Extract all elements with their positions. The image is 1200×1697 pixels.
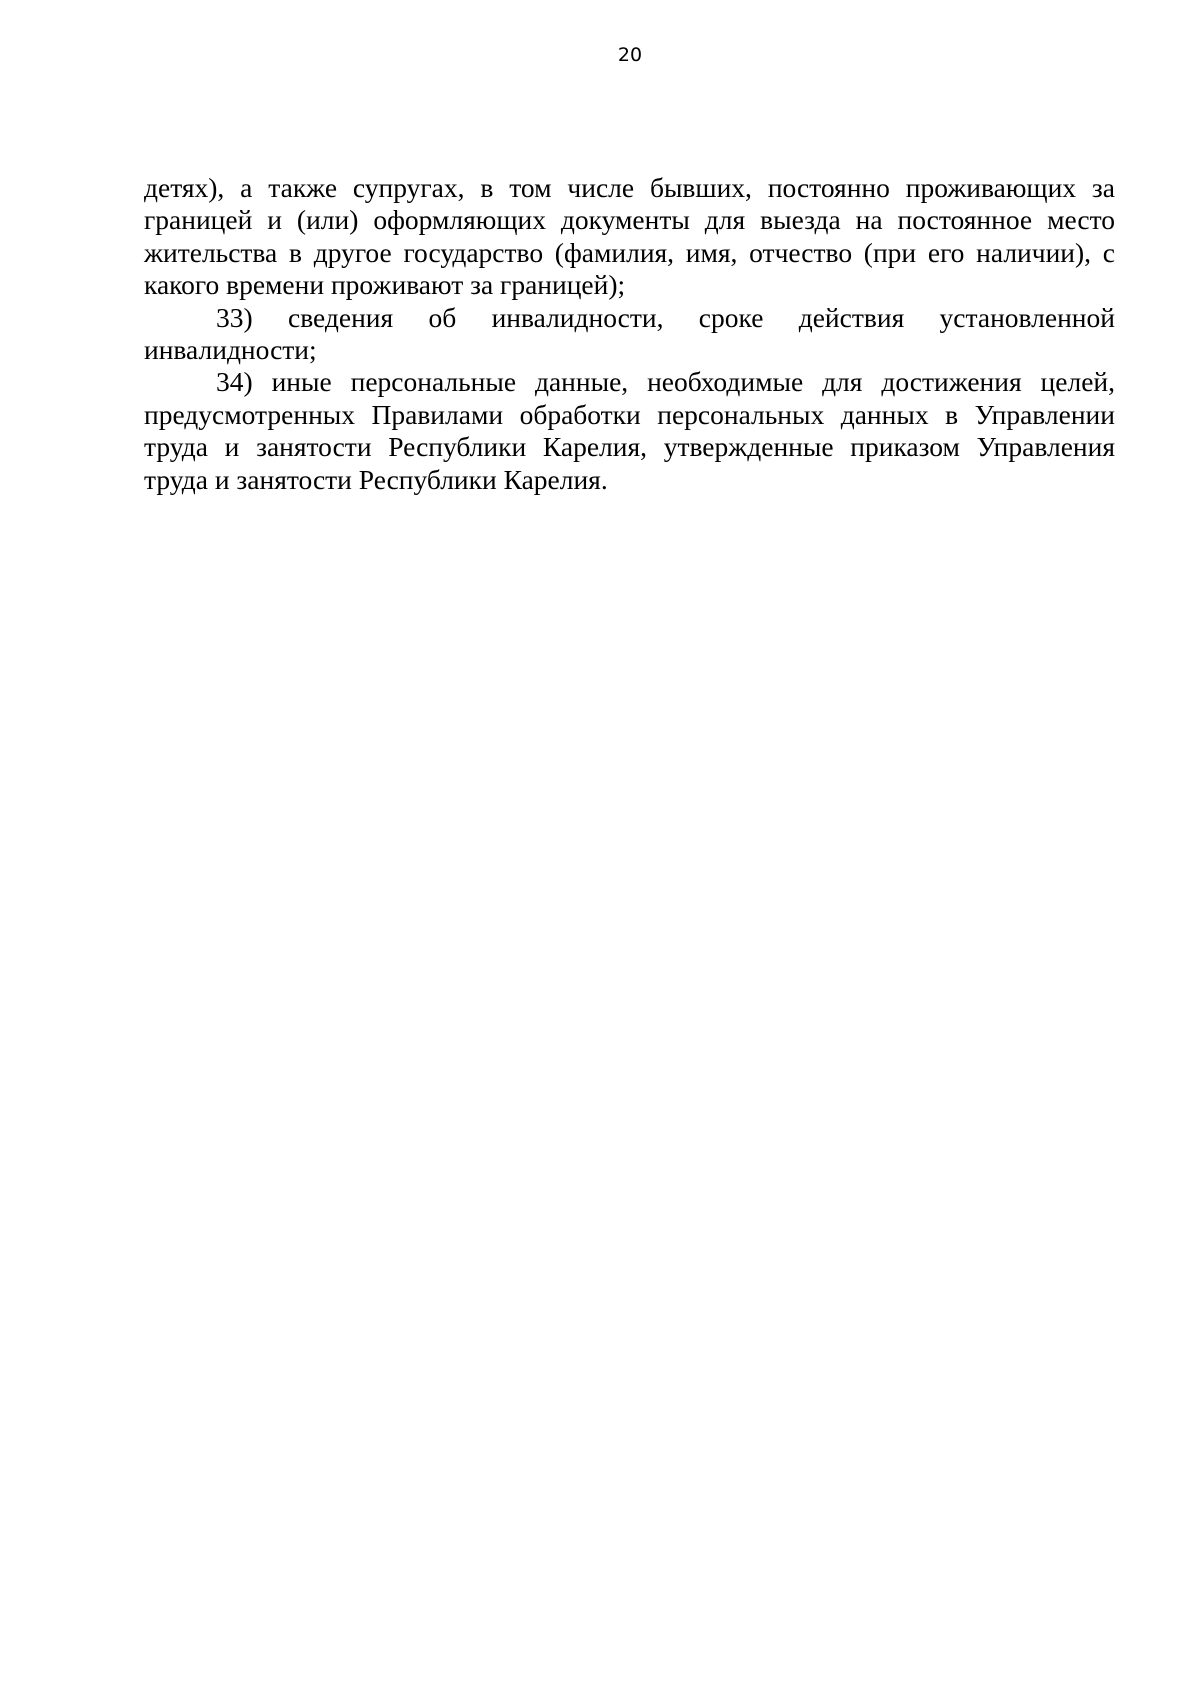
paragraph-item-33: 33) сведения об инвалидности, сроке действия установленной инвалидности; — [144, 301, 1115, 366]
document-body — [144, 172, 1115, 496]
page-number: 20 — [617, 44, 643, 66]
paragraph-item-34: 34) иные персональные данные, необходимые для достижения целей, предусмотренных Правилами обработки персональных данных в Управлении труда и занятости Республики Карелия, утвержденные приказом Управления труда и занятости Республики Карелия. — [144, 366, 1115, 495]
paragraph-continuation: детях), а также супругах, в том числе бывших, постоянно проживающих за границей и (или) оформляющих документы для выезда на постоянное место жительства в другое государство (фамилия, имя, отчество (при его наличии), с какого времени проживают за границей); — [144, 172, 1115, 301]
